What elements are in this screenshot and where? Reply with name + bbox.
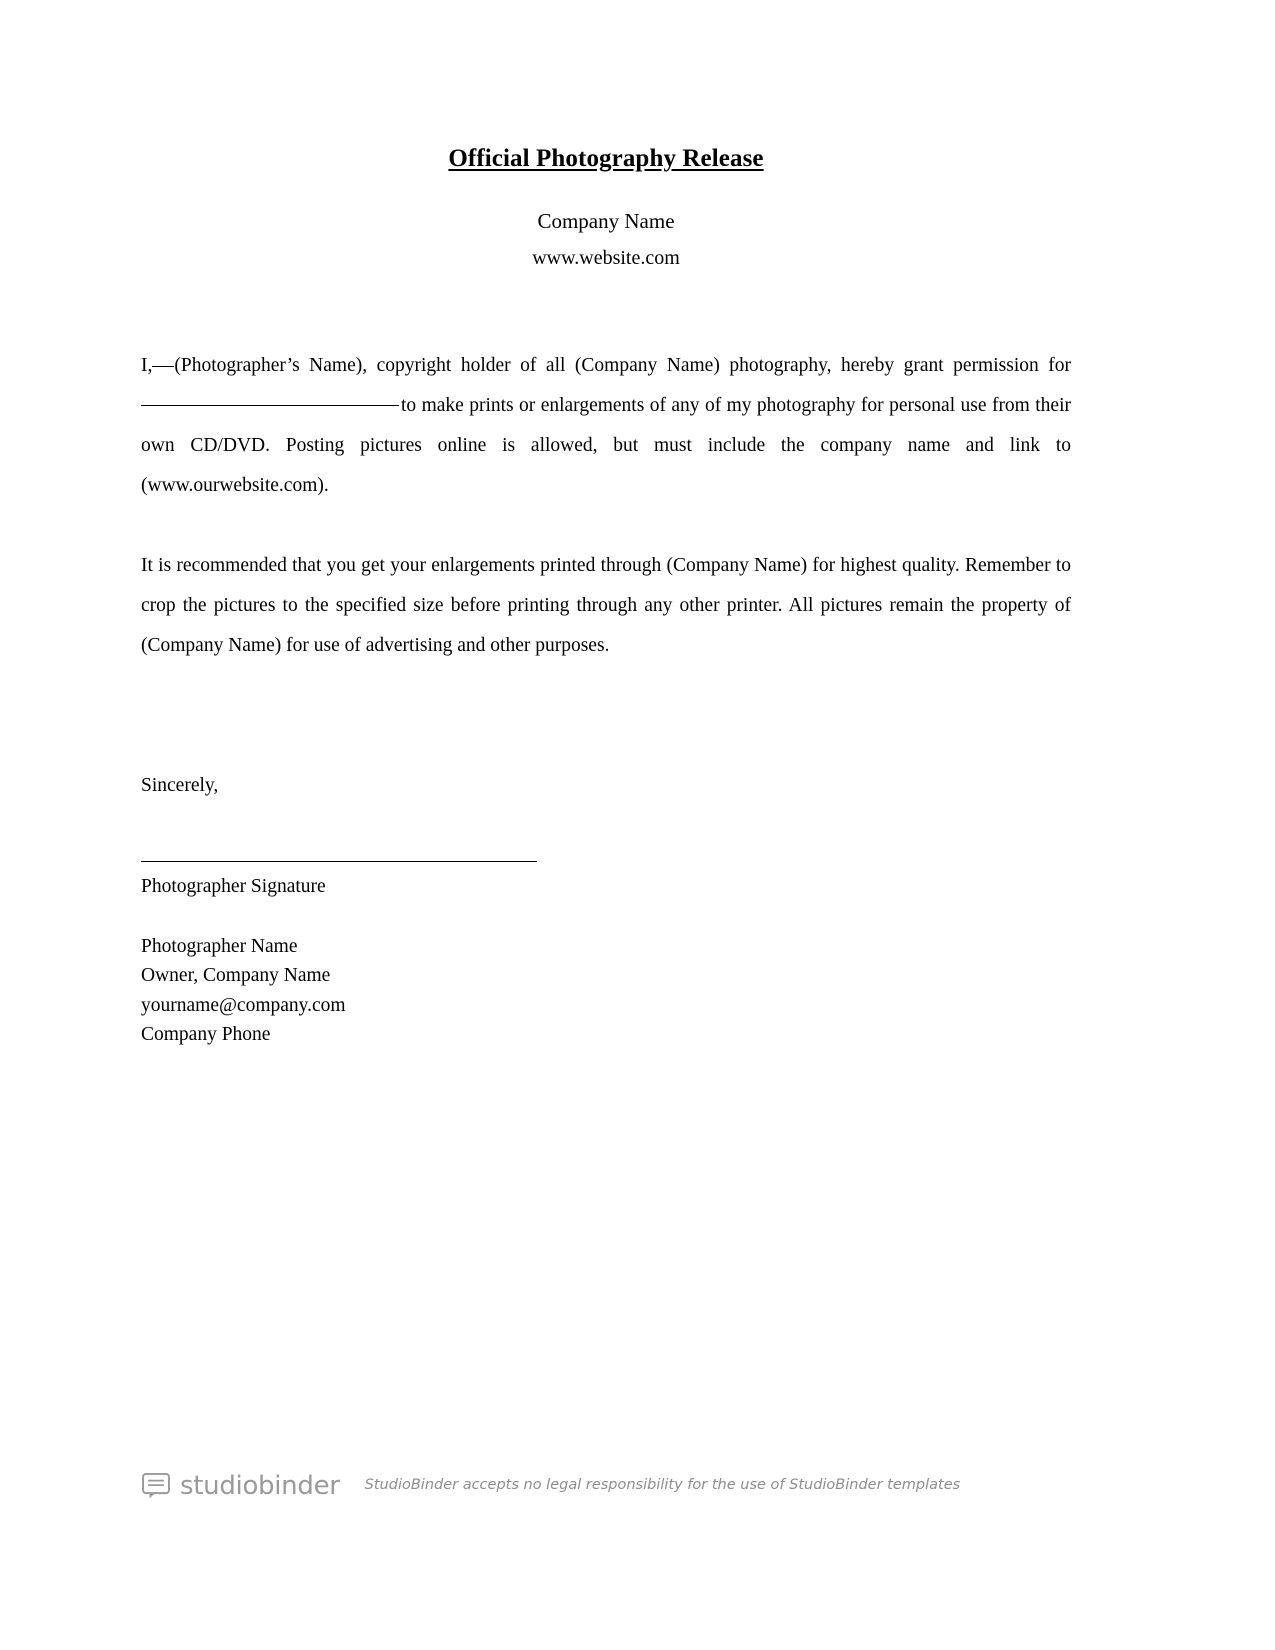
company-website: www.website.com [532, 246, 680, 269]
page-title: Official Photography Release [448, 145, 764, 172]
document-body [141, 0, 1071, 1050]
closing-block [141, 666, 1071, 1050]
contact-block [141, 900, 1071, 1050]
footer-disclaimer: StudioBinder accepts no legal responsibility for the use of StudioBinder templates [364, 1476, 961, 1493]
page-footer [141, 1470, 1141, 1500]
speech-bubble-icon [141, 1470, 171, 1500]
contact-role: Owner, Company Name [141, 965, 331, 987]
paragraph-recommendation-text: It is recommended that you get your enlargements printed through (Company Name) for highest quality. Remember to crop the pictures to the specified size before printing through any other printer. All pictures remain the property of (Company Name) for use of advertising and other purposes. [141, 554, 1071, 656]
salutation: Sincerely, [141, 774, 219, 796]
paragraph-permission-text-1: (Photographer’s Name), copyright holder of all (Company Name) photography, hereby grant permission for [174, 354, 1071, 376]
paragraph-permission [141, 346, 1071, 506]
contact-phone: Company Phone [141, 1024, 271, 1046]
contact-photographer-name: Photographer Name [141, 935, 298, 957]
paragraph-recommendation [141, 546, 1071, 666]
studiobinder-wordmark: studiobinder [180, 1471, 340, 1501]
paragraph-permission-prefix: I, [141, 354, 153, 376]
body-paragraphs [141, 272, 1071, 666]
contact-email: yourname@company.com [141, 994, 346, 1016]
company-name: Company Name [537, 208, 675, 233]
recipient-name-blank[interactable] [141, 405, 399, 406]
photographer-name-blank[interactable] [152, 366, 174, 367]
paragraph-permission-text-2: to make prints or enlargements of any of my photography for personal use from their own CD/DVD. Posting pictures online is allowed, but must include the company name and link to (www.ourwebsite.com). [141, 394, 1071, 496]
signature-label: Photographer Signature [141, 875, 326, 897]
studiobinder-logo [141, 1470, 340, 1500]
